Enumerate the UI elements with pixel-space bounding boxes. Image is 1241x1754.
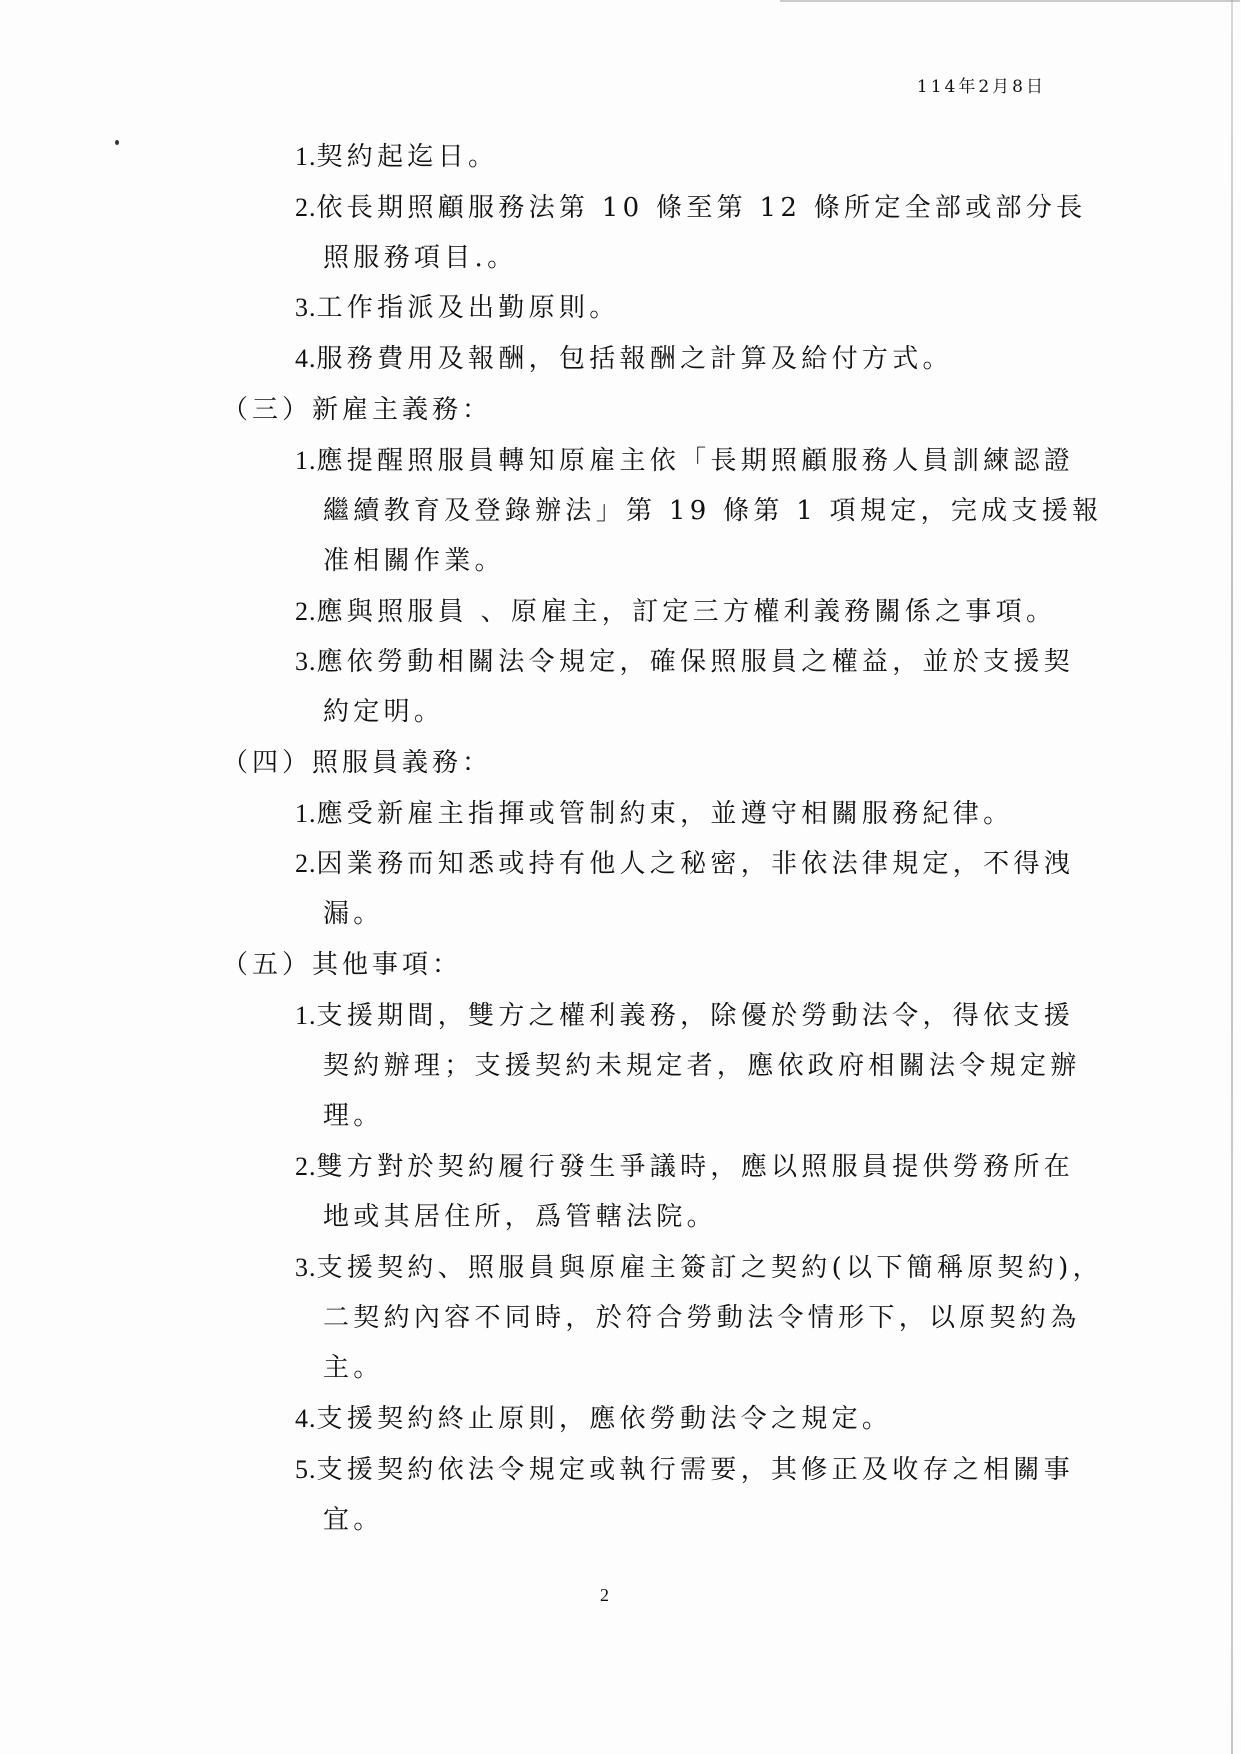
item-number: 3. — [295, 293, 317, 322]
list-item — [295, 597, 1056, 627]
list-item-continuation: 契約辦理；支援契約未規定者，應依政府相關法令規定辦 — [323, 1051, 1081, 1081]
list-item-continuation: 二契約內容不同時，於符合勞動法令情形下，以原契約為 — [323, 1303, 1081, 1333]
item-text: 工作指派及出勤原則。 — [316, 293, 620, 323]
section-heading: （四）照服員義務： — [222, 748, 493, 778]
list-item — [295, 1404, 892, 1434]
item-number: 1. — [295, 1001, 317, 1030]
item-text: 因業務而知悉或持有他人之秘密，非依法律規定，不得洩 — [316, 849, 1075, 879]
item-number: 2. — [295, 849, 317, 878]
list-item — [295, 799, 1013, 829]
list-item — [295, 446, 1074, 476]
section-heading: （三）新雇主義務： — [222, 395, 493, 425]
item-text: 支援契約依法令規定或執行需要，其修正及收存之相關事 — [316, 1455, 1075, 1485]
item-text: 支援契約、照服員與原雇主簽訂之契約(以下簡稱原契約)， — [316, 1253, 1103, 1283]
item-text: 雙方對於契約履行發生爭議時，應以照服員提供勞務所在 — [316, 1152, 1075, 1182]
list-item-continuation: 准相關作業。 — [323, 546, 505, 576]
list-item — [295, 1001, 1074, 1031]
item-text: 支援期間，雙方之權利義務，除優於勞動法令，得依支援 — [316, 1001, 1075, 1031]
item-number: 2. — [295, 597, 317, 626]
item-text: 應受新雇主指揮或管制約束，並遵守相關服務紀律。 — [316, 799, 1014, 829]
list-item — [295, 193, 1086, 223]
scan-edge-top — [780, 0, 1240, 2]
list-item-continuation: 宜。 — [323, 1505, 384, 1535]
list-item — [295, 1455, 1074, 1485]
item-text: 應與照服員 、原雇主，訂定三方權利義務關係之事項。 — [316, 597, 1057, 627]
item-text: 依長期照顧服務法第 10 條至第 12 條所定全部或部分長 — [316, 193, 1087, 223]
item-number: 2. — [295, 1152, 317, 1181]
list-item-continuation: 照服務項目.。 — [323, 243, 518, 273]
list-item — [295, 1253, 1103, 1283]
item-number: 1. — [295, 142, 317, 171]
item-number: 4. — [295, 1404, 317, 1433]
item-number: 3. — [295, 1253, 317, 1282]
list-item-continuation: 繼續教育及登錄辦法」第 19 條第 1 項規定，完成支援報 — [323, 496, 1103, 526]
item-number: 2. — [295, 193, 317, 222]
list-item — [295, 849, 1074, 879]
list-item — [295, 142, 498, 172]
item-number: 4. — [295, 344, 317, 373]
section-heading: （五）其他事項： — [222, 950, 463, 980]
item-number: 1. — [295, 799, 317, 828]
item-number: 1. — [295, 446, 317, 475]
item-text: 支援契約終止原則，應依勞動法令之規定。 — [316, 1404, 893, 1434]
list-item — [295, 1152, 1074, 1182]
item-text: 服務費用及報酬，包括報酬之計算及給付方式。 — [316, 344, 953, 374]
list-item — [295, 293, 620, 323]
scan-speck — [115, 140, 119, 145]
item-text: 應依勞動相關法令規定，確保照服員之權益，並於支援契 — [316, 647, 1075, 677]
list-item-continuation: 漏。 — [323, 899, 384, 929]
scan-edge-right — [1231, 0, 1233, 1754]
list-item-continuation: 主。 — [323, 1353, 384, 1383]
document-date: 114年2月8日 — [916, 77, 1046, 97]
item-text: 應提醒照服員轉知原雇主依「長期照顧服務人員訓練認證 — [316, 446, 1075, 476]
list-item-continuation: 地或其居住所，爲管轄法院。 — [323, 1202, 717, 1232]
page-number: 2 — [600, 1585, 609, 1605]
list-item — [295, 647, 1074, 677]
item-number: 5. — [295, 1455, 317, 1484]
item-text: 契約起迄日。 — [316, 142, 499, 172]
list-item-continuation: 約定明。 — [323, 697, 445, 727]
item-number: 3. — [295, 647, 317, 676]
list-item-continuation: 理。 — [323, 1101, 384, 1131]
list-item — [295, 344, 953, 374]
